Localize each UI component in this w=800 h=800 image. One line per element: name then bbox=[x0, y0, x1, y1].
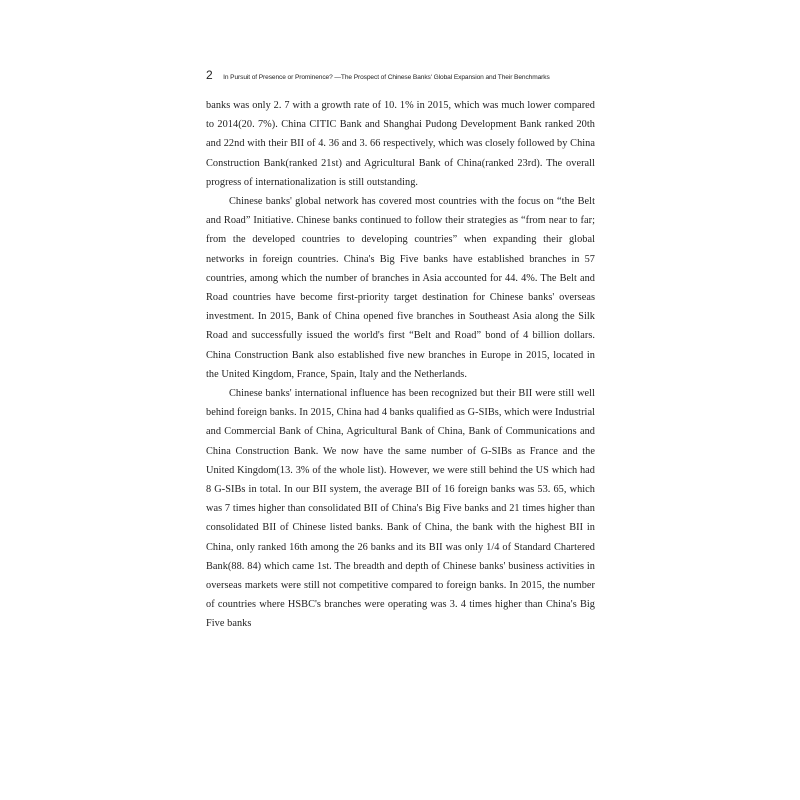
running-head-title: In Pursuit of Presence or Prominence? —The Prospect of Chinese Banks' Global Expansion and Their Benchmarks bbox=[223, 74, 550, 81]
paragraph-continued: banks was only 2. 7 with a growth rate of 10. 1% in 2015, which was much lower compared to 2014(20. 7%). China CITIC Bank and Shanghai Pudong Development Bank ranked 20th and 22nd with their BII of 4. 36 and 3. 66 respectively, which was closely followed by China Construction Bank(ranked 21st) and Agricultural Bank of China(ranked 23rd). The overall progress of internationalization is still outstanding. bbox=[206, 100, 595, 188]
body-text bbox=[206, 96, 595, 634]
running-head bbox=[206, 66, 626, 84]
paragraph-international-influence: Chinese banks' international influence has been recognized but their BII were still well behind foreign banks. In 2015, China had 4 banks qualified as G-SIBs, which were Industrial and Commercial Bank of China, Agricultural Bank of China, Bank of Communications and China Construction Bank. We now have the same number of G-SIBs as France and the United Kingdom(13. 3% of the whole list). However, we were still behind the US which had 8 G-SIBs in total. In our BII system, the average BII of 16 foreign banks was 53. 65, which was 7 times higher than consolidated BII of China's Big Five banks and 21 times higher than consolidated BII of Chinese listed banks. Bank of China, the bank with the highest BII in China, only ranked 16th among the 26 banks and its BII was only 1/4 of Standard Chartered Bank(88. 84) which came 1st. The breadth and depth of Chinese banks' business activities in overseas markets were still not competitive compared to foreign banks. In 2015, the number of countries where HSBC's branches were operating was 3. 4 times higher than China's Big Five banks bbox=[206, 388, 595, 630]
paragraph-global-network: Chinese banks' global network has covered most countries with the focus on “the Belt and Road” Initiative. Chinese banks continued to follow their strategies as “from near to far; from the developed countries to developing countries” when expanding their global networks in foreign countries. China's Big Five banks have established branches in 57 countries, among which the number of branches in Asia accounted for 44. 4%. The Belt and Road countries have become first-priority target destination for Chinese banks' overseas investment. In 2015, Bank of China opened five branches in Southeast Asia along the Silk Road and successfully issued the world's first “Belt and Road” bond of 4 billion dollars. China Construction Bank also established five new branches in Europe in 2015, located in the United Kingdom, France, Spain, Italy and the Netherlands. bbox=[206, 196, 595, 380]
page-number: 2 bbox=[206, 68, 213, 82]
